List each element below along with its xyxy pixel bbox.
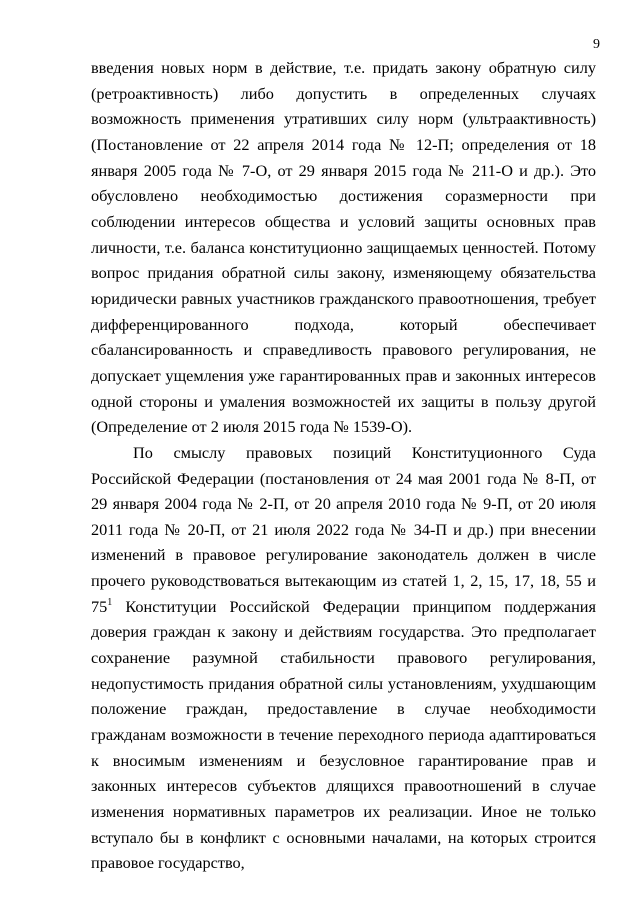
paragraph-legal-positions — [91, 440, 596, 876]
document-body — [91, 55, 596, 876]
paragraph-legal-positions-after-superscript: Конституции Российской Федерации принципом поддержания доверия граждан к закону и действиям государства. Это предполагает сохранение разумной стабильности правового регулирования, недопустимость придания обратной силы установлениям, ухудшающим положение граждан, предоставление в случае необходимости гражданам возможности в течение переходного периода адаптироваться к вносимым изменениям и безусловное гарантирование прав и законных интересов субъектов длящихся правоотношений в случае изменения нормативных параметров их реализации. Иное не только вступало бы в конфликт с основными началами, на которых строится правовое государство, — [91, 596, 596, 873]
paragraph-legal-positions-before-superscript: По смыслу правовых позиций Конституционного Суда Российской Федерации (постановления от 24 мая 2001 года № 8-П, от 29 января 2004 года № 2-П, от 20 апреля 2010 года № 9-П, от 20 июля 2011 года № 20-П, от 21 июля 2022 года № 34-П и др.) при внесении изменений в правовое регулирование законодатель должен в числе прочего руководствоваться вытекающим из статей 1, 2, 15, 17, 18, 55 и 75 — [91, 442, 596, 616]
page-number: 9 — [593, 37, 600, 52]
article-75-superscript: 1 — [107, 596, 113, 608]
paragraph-retroactivity: введения новых норм в действие, т.е. придать закону обратную силу (ретроактивность) либо допустить в определенных случаях возможность применения утративших силу норм (ультраактивность) (Постановление от 22 апреля 2014 года № 12-П; определения от 18 января 2005 года № 7-О, от 29 января 2015 года № 211-О и др.). Это обусловлено необходимостью достижения соразмерности при соблюдении интересов общества и условий защиты основных прав личности, т.е. баланса конституционно защищаемых ценностей. Потому вопрос придания обратной силы закону, изменяющему обязательства юридически равных участников гражданского правоотношения, требует дифференцированного подхода, который обеспечивает сбалансированность и справедливость правового регулирования, не допускает ущемления уже гарантированных прав и законных интересов одной стороны и умаления возможностей их защиты в пользу другой (Определение от 2 июля 2015 года № 1539-О). — [91, 58, 596, 437]
